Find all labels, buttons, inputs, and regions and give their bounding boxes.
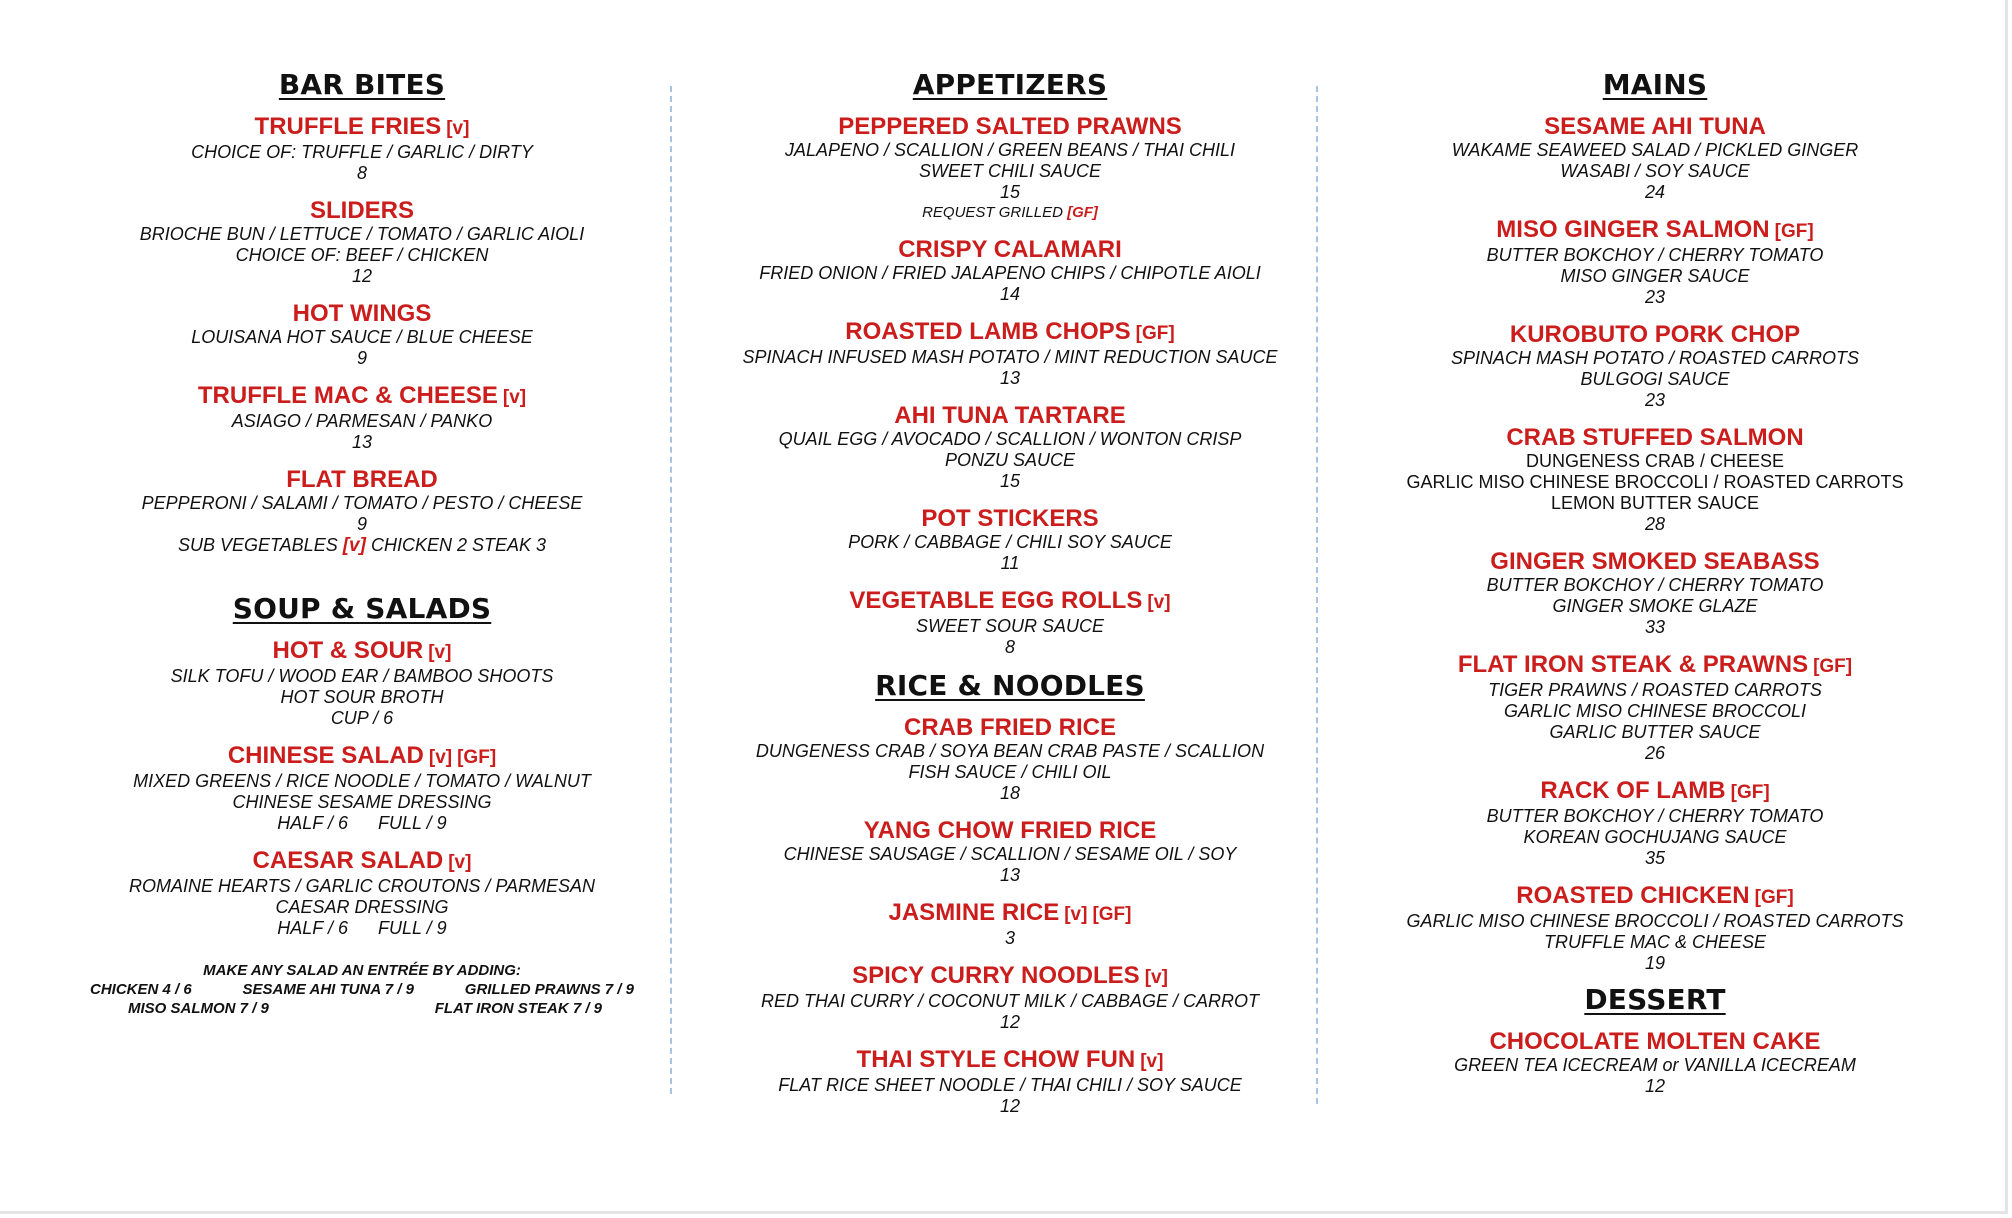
item-price: 12 [1644,1076,1666,1096]
menu-item [52,742,672,834]
menu-section [1345,68,1965,974]
item-price: 26 [1644,743,1666,763]
item-description: FISH SAUCE / CHILI OIL [908,762,1112,782]
item-name: ROASTED LAMB CHOPS [845,318,1131,345]
item-name-row [1345,321,1965,348]
item-description: MISO GINGER SAUCE [1560,266,1750,286]
gluten-free-tag: [GF] [457,747,497,768]
item-name-row [700,899,1320,928]
menu-section [52,592,672,939]
gluten-free-tag: [GF] [1813,656,1853,677]
item-description: BUTTER BOKCHOY / CHERRY TOMATO [1486,245,1824,265]
item-description: BUTTER BOKCHOY / CHERRY TOMATO [1486,575,1824,595]
item-name-row [52,466,672,493]
item-name: THAI STYLE CHOW FUN [856,1046,1136,1073]
item-name-row [700,113,1320,140]
menu-item [52,300,672,369]
menu-item [700,587,1320,658]
item-description: CAESAR DRESSING [275,897,449,917]
menu-item [1345,321,1965,411]
section-heading: APPETIZERS [912,68,1108,101]
menu-item [700,714,1320,804]
item-description: PORK / CABBAGE / CHILI SOY SAUCE [848,532,1172,552]
vegetarian-tag: [v] [428,747,453,768]
item-description: BULGOGI SAUCE [1580,369,1730,389]
item-name: CHINESE SALAD [227,742,424,769]
menu-item [700,505,1320,574]
menu-item [700,402,1320,492]
item-price: 13 [999,368,1021,388]
menu-section [52,68,672,556]
item-description: KOREAN GOCHUJANG SAUCE [1523,827,1787,847]
item-name-row [700,1046,1320,1075]
item-name-row [52,300,672,327]
item-name: CAESAR SALAD [252,847,444,874]
item-name: JASMINE RICE [888,899,1060,926]
item-description: GINGER SMOKE GLAZE [1552,596,1758,616]
section-heading: SOUP & SALADS [232,592,492,625]
item-description: DUNGENESS CRAB / CHEESE [1525,451,1785,471]
item-name: RACK OF LAMB [1540,777,1726,804]
salad-addon-note [52,961,672,1018]
item-description: BUTTER BOKCHOY / CHERRY TOMATO [1486,806,1824,826]
menu-column-3 [1345,68,1965,1110]
item-description: RED THAI CURRY / COCONUT MILK / CABBAGE / CARROT [760,991,1260,1011]
gluten-free-tag: [GF] [1067,204,1098,221]
item-price: 24 [1644,182,1666,202]
item-name: CRAB STUFFED SALMON [1506,424,1804,451]
menu-section [700,68,1320,658]
item-price: HALF / 6 FULL / 9 [277,813,447,833]
item-name-row [52,742,672,771]
addon-title: MAKE ANY SALAD AN ENTRÉE BY ADDING: [203,962,521,979]
item-name-row [700,402,1320,429]
item-name-row [1345,777,1965,806]
menu-item [1345,113,1965,203]
item-name: YANG CHOW FRIED RICE [863,817,1157,844]
item-name: SLIDERS [309,197,414,224]
item-name: SPICY CURRY NOODLES [852,962,1140,989]
menu-item [700,318,1320,389]
item-description: FRIED ONION / FRIED JALAPENO CHIPS / CHIPOTLE AIOLI [759,263,1261,283]
item-price: 23 [1644,287,1666,307]
extra-before: SUB VEGETABLES [177,535,343,555]
addon-option: CHICKEN 4 / 6 [90,981,192,998]
item-name: TRUFFLE MAC & CHEESE [197,382,498,409]
item-price: 23 [1644,390,1666,410]
menu-item [1345,1028,1965,1097]
item-name-row [700,714,1320,741]
item-name: FLAT BREAD [286,466,438,493]
item-price: 11 [1000,553,1020,573]
vegetarian-tag: [v] [1147,592,1171,613]
item-description: LEMON BUTTER SAUCE [1550,493,1760,513]
menu-item [700,236,1320,305]
addon-row [52,999,672,1018]
addon-option: MISO SALMON 7 / 9 [128,1000,269,1017]
item-description: FLAT RICE SHEET NOODLE / THAI CHILI / SOY SAUCE [778,1075,1242,1095]
vegetarian-tag: [v] [502,387,527,408]
item-note [700,203,1320,223]
item-name-row [1345,548,1965,575]
item-description: CHOICE OF: TRUFFLE / GARLIC / DIRTY [191,142,533,162]
item-price: 13 [351,432,373,452]
item-name: HOT & SOUR [272,637,424,664]
item-description: CHINESE SESAME DRESSING [232,792,492,812]
item-name: SESAME AHI TUNA [1544,113,1766,140]
vegetarian-tag: [v] [342,535,366,556]
item-name: ROASTED CHICKEN [1516,882,1750,909]
item-description: GARLIC MISO CHINESE BROCCOLI [1503,701,1807,721]
item-price: 15 [999,182,1021,202]
item-description: QUAIL EGG / AVOCADO / SCALLION / WONTON CRISP [778,429,1242,449]
gluten-free-tag: [GF] [1754,887,1794,908]
item-description: TRUFFLE MAC & CHEESE [1543,932,1767,952]
item-price: 15 [999,471,1021,491]
menu-item [52,113,672,184]
item-description: SWEET SOUR SAUCE [915,616,1105,636]
item-price: 12 [999,1096,1021,1116]
item-name: VEGETABLE EGG ROLLS [849,587,1143,614]
item-description: SPINACH MASH POTATO / ROASTED CARROTS [1450,348,1860,368]
item-name-row [52,113,672,142]
item-name-row [700,318,1320,347]
menu-column-1 [52,68,672,1018]
section-heading: MAINS [1602,68,1708,101]
item-price: 13 [999,865,1021,885]
item-price: 28 [1644,514,1666,534]
item-description: HOT SOUR BROTH [280,687,444,707]
item-price: 18 [999,783,1021,803]
addon-option: SESAME AHI TUNA 7 / 9 [242,981,414,998]
item-description: CHINESE SAUSAGE / SCALLION / SESAME OIL / SOY [783,844,1237,864]
item-price: 12 [999,1012,1021,1032]
addon-option: FLAT IRON STEAK 7 / 9 [434,1000,602,1017]
item-price: 9 [356,514,367,534]
item-price: 19 [1644,953,1666,973]
addon-row [52,980,672,999]
item-name: CHOCOLATE MOLTEN CAKE [1489,1028,1821,1055]
vegetarian-tag: [v] [1140,1051,1164,1072]
menu-item [1345,548,1965,638]
item-description: CHOICE OF: BEEF / CHICKEN [235,245,489,265]
item-price: 3 [1004,928,1015,948]
menu-item [700,1046,1320,1117]
menu-item [1345,777,1965,869]
item-description: GREEN TEA ICECREAM or VANILLA ICECREAM [1454,1055,1856,1075]
item-description: WAKAME SEAWEED SALAD / PICKLED GINGER [1451,140,1859,160]
note-text: REQUEST GRILLED [922,204,1068,221]
item-name: CRAB FRIED RICE [903,714,1116,741]
item-price: 35 [1644,848,1666,868]
vegetarian-tag: [v] [448,852,472,873]
item-name-row [1345,424,1965,451]
item-name-row [700,817,1320,844]
item-name-row [52,847,672,876]
item-name-row [700,505,1320,532]
menu-item [52,382,672,453]
menu-item [1345,216,1965,308]
item-name-row [700,236,1320,263]
section-heading: DESSERT [1584,983,1726,1016]
item-description: BRIOCHE BUN / LETTUCE / TOMATO / GARLIC AIOLI [139,224,585,244]
item-name: POT STICKERS [921,505,1099,532]
item-price: 33 [1644,617,1666,637]
item-name-row [52,197,672,224]
item-description: GARLIC MISO CHINESE BROCCOLI / ROASTED CARROTS [1406,472,1904,492]
menu-item [700,817,1320,886]
item-name: TRUFFLE FRIES [254,113,442,140]
item-name: GINGER SMOKED SEABASS [1490,548,1820,575]
item-name-row [1345,216,1965,245]
item-description: SILK TOFU / WOOD EAR / BAMBOO SHOOTS [170,666,554,686]
item-extra [52,535,672,556]
section-heading: BAR BITES [278,68,446,101]
gluten-free-tag: [GF] [1135,323,1175,344]
item-description: TIGER PRAWNS / ROASTED CARROTS [1488,680,1822,700]
item-name-row [1345,651,1965,680]
item-name-row [1345,113,1965,140]
item-name: CRISPY CALAMARI [898,236,1122,263]
item-price: 9 [356,348,367,368]
item-price: 14 [999,284,1021,304]
item-description: DUNGENESS CRAB / SOYA BEAN CRAB PASTE / SCALLION [755,741,1265,761]
item-description: WASABI / SOY SAUCE [1560,161,1750,181]
item-name: AHI TUNA TARTARE [894,402,1126,429]
item-name-row [1345,882,1965,911]
vegetarian-tag: [v] [1064,904,1088,925]
item-name: KUROBUTO PORK CHOP [1509,321,1801,348]
gluten-free-tag: [GF] [1730,782,1770,803]
item-name: MISO GINGER SALMON [1496,216,1770,243]
item-description: PONZU SAUCE [944,450,1076,470]
item-price: 12 [351,266,373,286]
menu-item [1345,424,1965,535]
item-name-row [52,637,672,666]
vegetarian-tag: [v] [446,118,470,139]
item-description: GARLIC MISO CHINESE BROCCOLI / ROASTED CARROTS [1406,911,1904,931]
item-description: LOUISANA HOT SAUCE / BLUE CHEESE [191,327,533,347]
item-name-row [1345,1028,1965,1055]
item-description: MIXED GREENS / RICE NOODLE / TOMATO / WALNUT [133,771,591,791]
item-name-row [52,382,672,411]
menu-item [700,962,1320,1033]
menu-item [1345,882,1965,974]
menu-item [700,899,1320,949]
section-heading: RICE & NOODLES [875,669,1145,702]
menu-column-2 [700,68,1320,1130]
item-description: ROMAINE HEARTS / GARLIC CROUTONS / PARMESAN [128,876,596,896]
item-price: CUP / 6 [330,708,394,728]
item-price: HALF / 6 FULL / 9 [277,918,447,938]
vegetarian-tag: [v] [428,642,452,663]
addon-option: GRILLED PRAWNS 7 / 9 [464,981,634,998]
item-name: HOT WINGS [292,300,432,327]
menu-section [1345,983,1965,1097]
gluten-free-tag: [GF] [1092,904,1132,925]
item-description: ASIAGO / PARMESAN / PANKO [231,411,493,431]
item-description: JALAPENO / SCALLION / GREEN BEANS / THAI CHILI [784,140,1236,160]
item-description: SWEET CHILI SAUCE [918,161,1102,181]
item-name: FLAT IRON STEAK & PRAWNS [1457,651,1809,678]
item-price: 8 [1004,637,1015,657]
extra-after: CHICKEN 2 STEAK 3 [365,535,547,555]
menu-item [52,466,672,556]
gluten-free-tag: [GF] [1774,221,1814,242]
item-name-row [700,587,1320,616]
menu-item [52,847,672,939]
item-description: SPINACH INFUSED MASH POTATO / MINT REDUCTION SAUCE [742,347,1278,367]
menu-item [700,113,1320,223]
item-name: PEPPERED SALTED PRAWNS [838,113,1182,140]
vegetarian-tag: [v] [1144,967,1168,988]
menu-item [1345,651,1965,764]
item-description: PEPPERONI / SALAMI / TOMATO / PESTO / CHEESE [141,493,583,513]
item-description: GARLIC BUTTER SAUCE [1549,722,1761,742]
item-price: 8 [356,163,367,183]
menu-item [52,197,672,287]
menu-section [700,669,1320,1117]
menu-item [52,637,672,729]
item-name-row [700,962,1320,991]
